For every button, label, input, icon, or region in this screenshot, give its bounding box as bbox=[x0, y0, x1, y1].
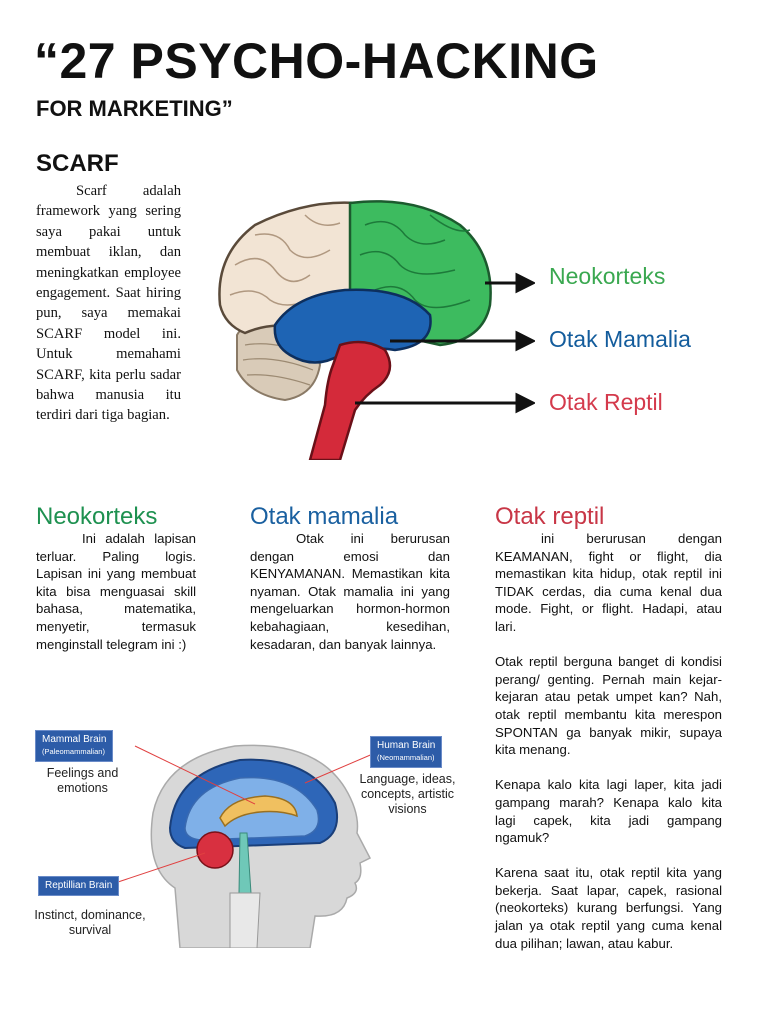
reptilian-brain-caption: Instinct, dominance, survival bbox=[34, 908, 146, 937]
reptilian-brain-shape bbox=[197, 832, 233, 868]
paragraph-text: Otak ini berurusan dengan emosi dan KENYAMANAN. Memastikan kita nyaman. Otak mamalia ini yang mengeluarkan hormon-hormon kebahagiaan, kesedihan, kesadaran, dan banyak lainnya. bbox=[250, 531, 450, 652]
human-brain-sub: (Neomammalian) bbox=[377, 753, 435, 762]
otak-mamalia-heading: Otak mamalia bbox=[250, 503, 399, 530]
otak-reptil-paragraph-3: Kenapa kalo kita lagi laper, kita jadi gampang marah? Kenapa kalo kita lagi capek, kita jadi gampang ngamuk? bbox=[495, 777, 722, 846]
otak-reptil-paragraph-2: Otak reptil berguna banget di kondisi perang/ genting. Pernah main kejar-kejaran atau petak umpet kan? Nah, otak reptil membantu kita merespon SPONTAN ga banyak mikir, supaya kita menang. bbox=[495, 654, 722, 758]
reptilian-brain-title: Reptillian Brain bbox=[45, 880, 113, 891]
human-brain-box bbox=[370, 736, 442, 768]
head-diagram bbox=[25, 718, 465, 948]
label-otak-reptil: Otak Reptil bbox=[549, 389, 663, 415]
scarf-heading: SCARF bbox=[36, 150, 119, 177]
neokorteks-heading: Neokorteks bbox=[36, 503, 158, 530]
mammal-brain-caption: Feelings and emotions bbox=[46, 766, 119, 795]
brain-diagram bbox=[215, 195, 535, 460]
page-title: “27 PSYCHO-HACKING bbox=[34, 33, 599, 89]
otak-reptil-paragraph-4: Karena saat itu, otak reptil kita yang bekerja. Saat lapar, capek, rasional (neokorteks) kurang berfungsi. Yang jalan ya otak reptil yang cuma kenal dua pilihan; lawan, atau kabur. bbox=[495, 865, 722, 951]
otak-reptil-text bbox=[495, 530, 722, 970]
otak-reptil-heading: Otak reptil bbox=[495, 503, 605, 530]
otak-mamalia-text bbox=[250, 530, 450, 671]
label-neokorteks: Neokorteks bbox=[549, 263, 666, 289]
spine-shape bbox=[230, 893, 260, 948]
paragraph-text: Ini adalah lapisan terluar. Paling logis. Lapisan ini yang membuat kita bisa menguasai skill bahasa, matematika, menyetir, termasuk menginstall telegram ini :) bbox=[36, 531, 196, 652]
mammal-brain-box bbox=[35, 730, 113, 762]
otak-reptil-paragraph-1 bbox=[495, 530, 722, 636]
reptilian-brain-box bbox=[38, 876, 119, 896]
neokorteks-text bbox=[36, 530, 196, 671]
otak-mamalia-paragraph bbox=[250, 530, 450, 653]
neokorteks-paragraph bbox=[36, 530, 196, 653]
scarf-body bbox=[36, 181, 181, 426]
mammal-brain-title: Mammal Brain bbox=[42, 734, 107, 745]
page-subtitle: FOR MARKETING” bbox=[36, 96, 233, 121]
scarf-body-text: Scarf adalah framework yang sering saya pakai untuk membuat iklan, dan meningkatkan employee engagement. Saat hiring pun, saya memakai SCARF model ini. Untuk memahami SCARF, kita perlu sadar bahwa manusia itu terdiri dari tiga bagian. bbox=[36, 183, 181, 424]
paragraph-text: ini berurusan dengan KEAMANAN, fight or flight, dia memastikan kita hidup, otak reptil ini TIDAK cerdas, dia cuma kenal dua mode. Fight, or flight. Hadapi, atau lari. bbox=[495, 531, 722, 634]
human-brain-caption: Language, ideas, concepts, artistic visions bbox=[359, 772, 456, 816]
human-brain-title: Human Brain bbox=[377, 740, 436, 751]
label-otak-mamalia: Otak Mamalia bbox=[549, 326, 691, 352]
mammal-brain-sub: (Paleomammalian) bbox=[42, 747, 105, 756]
